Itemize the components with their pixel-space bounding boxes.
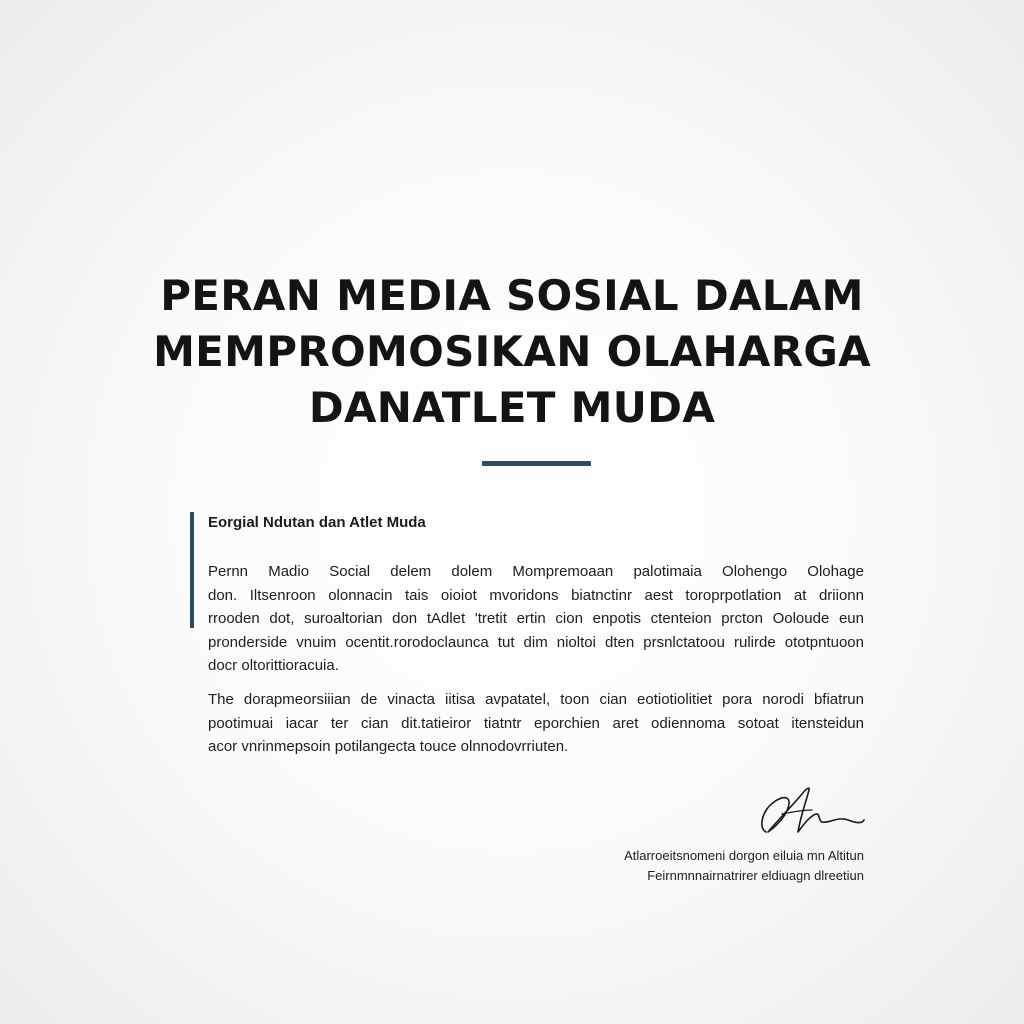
paragraph-2	[208, 688, 864, 759]
section-subheading: Eorgial Ndutan dan Atlet Muda	[208, 514, 426, 531]
title-line-1: PERAN MEDIA SOSIAL DALAM	[160, 271, 864, 320]
paragraph-2-line: acor vnrinmepsoin potilangecta touce olnnodovrriuten.	[208, 738, 569, 756]
paragraph-1-line: Pernn Madio Social delem dolem Mompremoaan palotimaia Olohengo Olohage	[208, 563, 864, 580]
title-line-2: MEMPROMOSIKAN OLAHARGA	[153, 327, 871, 376]
paragraph-1-line: rrooden dot, suroaltorian don tAdlet 'tretit ertin cion enpotis ctenteion prcton Ooloude eun	[208, 610, 864, 628]
document-title	[100, 268, 924, 436]
paragraph-1	[208, 560, 864, 678]
paragraph-2-line: The dorapmeorsiiian de vinacta iitisa avpatatel, toon cian eotiotiolitiet pora norodi bfiatrun	[208, 691, 864, 708]
paragraph-1-line: docr oltorittioracuia.	[208, 657, 339, 675]
handwritten-signature	[752, 780, 868, 842]
signature-caption	[624, 846, 864, 886]
title-divider	[482, 461, 591, 466]
title-line-3: DANATLET MUDA	[308, 383, 716, 432]
caption-line-1: Atlarroeitsnomeni dorgon eiluia mn Altitun	[624, 848, 864, 863]
paragraph-1-line: pronderside vnuim ocentit.rorodoclaunca tut dim nioltoi dten prsnlctatoou rulirde ototpntuoon	[208, 633, 864, 651]
paragraph-1-line: don. Iltsenroon olonnacin tais oioiot mvoridons biatnctinr aest toroprpotlation at driionn	[208, 586, 864, 604]
paragraph-2-line: pootimuai iacar ter cian dit.tatieiror tiatntr eporchien aret odiennoma sotoat itensteidun	[208, 714, 864, 732]
section-accent-bar	[190, 512, 194, 628]
caption-line-2: Feirnmnnairnatrirer eldiuagn dlreetiun	[647, 868, 864, 883]
